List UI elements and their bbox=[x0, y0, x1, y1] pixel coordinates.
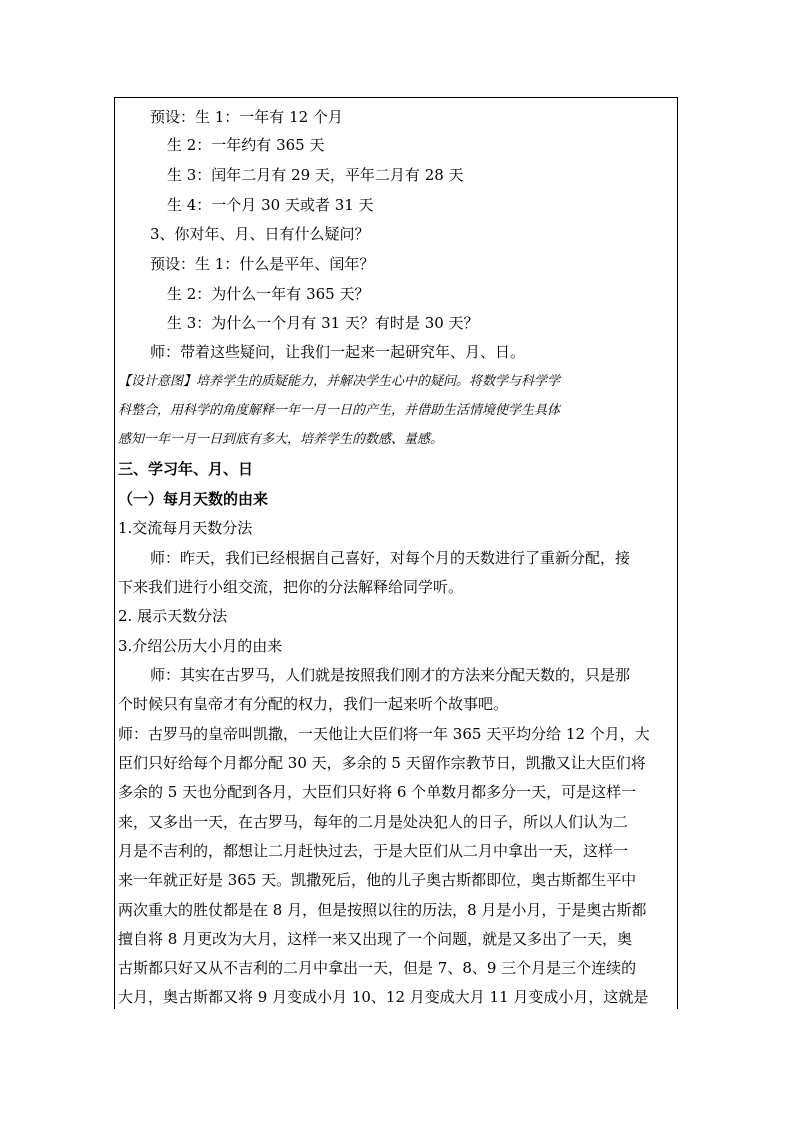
story-line8: 擅自将 8 月更改为大月，这样一来又出现了一个问题，就是又多出了一天，奥 bbox=[118, 930, 633, 948]
preset-student1-months: 预设：生 1：一年有 12 个月 bbox=[150, 108, 343, 126]
step-1-heading: 1.交流每月天数分法 bbox=[118, 519, 253, 537]
story-line6: 来一年就正好是 365 天。凯撒死后，他的儿子奥古斯都即位，奥古斯都生平中 bbox=[118, 871, 637, 889]
design-intent-line3: 感知一年一月一日到底有多大，培养学生的数感、量感。 bbox=[118, 432, 444, 447]
story-line9: 古斯都只好又从不吉利的二月中拿出一天，但是 7、8、9 三个月是三个连续的 bbox=[118, 959, 637, 977]
teacher-transition: 师：带着这些疑问，让我们一起来一起研究年、月、日。 bbox=[150, 343, 526, 361]
story-line2: 臣们只好给每个月都分配 30 天，多余的 5 天留作宗教节日，凯撒又让大臣们将 bbox=[118, 754, 646, 772]
teacher-exchange-line1: 师：昨天，我们已经根据自己喜好，对每个月的天数进行了重新分配，接 bbox=[150, 549, 631, 567]
story-line3: 多余的 5 天也分配到各月，大臣们只好将 6 个单数月都多分一天，可是这样一 bbox=[118, 783, 637, 801]
story-line10: 大月，奥古斯都又将 9 月变成小月 10、12 月变成大月 11 月变成小月，这就是 bbox=[118, 988, 649, 1006]
subsection-heading-1: （一）每月天数的由来 bbox=[118, 490, 269, 508]
story-line5: 月是不吉利的，都想让二月赶快过去，于是大臣们从二月中拿出一天，这样一 bbox=[118, 842, 629, 860]
preset-student2-days: 生 2：一年约有 365 天 bbox=[167, 136, 325, 154]
teacher-story-intro-line1: 师：其实在古罗马，人们就是按照我们刚才的方法来分配天数的，只是那 bbox=[150, 666, 631, 684]
story-line1: 师：古罗马的皇帝叫凯撒，一天他让大臣们将一年 365 天平均分给 12 个月，大 bbox=[118, 725, 650, 743]
teacher-story-intro-line2: 个时候只有皇帝才有分配的权力，我们一起来听个故事吧。 bbox=[118, 695, 509, 713]
preset-student3-february: 生 3：闰年二月有 29 天，平年二月有 28 天 bbox=[167, 166, 464, 184]
preset-question3: 生 3：为什么一个月有 31 天？有时是 30 天？ bbox=[167, 314, 479, 332]
question-3: 3、你对年、月、日有什么疑问？ bbox=[150, 225, 370, 243]
story-line7: 两次重大的胜仗都是在 8 月，但是按照以往的历法，8 月是小月，于是奥古斯都 bbox=[118, 901, 647, 919]
section-heading-3: 三、学习年、月、日 bbox=[118, 460, 254, 478]
teacher-exchange-line2: 下来我们进行小组交流，把你的分法解释给同学听。 bbox=[118, 578, 464, 596]
design-intent-line2: 科整合，用科学的角度解释一年一月一日的产生，并借助生活情境使学生具体 bbox=[118, 403, 561, 418]
design-intent-line1: 【设计意图】培养学生的质疑能力，并解决学生心中的疑问。将数学与科学学 bbox=[118, 374, 561, 389]
preset-question2: 生 2：为什么一年有 365 天？ bbox=[167, 285, 370, 303]
step-2-heading: 2. 展示天数分法 bbox=[118, 607, 228, 625]
story-line4: 来，又多出一天，在古罗马，每年的二月是处决犯人的日子，所以人们认为二 bbox=[118, 813, 629, 831]
preset-question1: 预设：生 1：什么是平年、闰年？ bbox=[150, 255, 375, 273]
step-3-heading: 3.介绍公历大小月的由来 bbox=[118, 637, 283, 655]
preset-student4-month-days: 生 4：一个月 30 天或者 31 天 bbox=[167, 196, 374, 214]
